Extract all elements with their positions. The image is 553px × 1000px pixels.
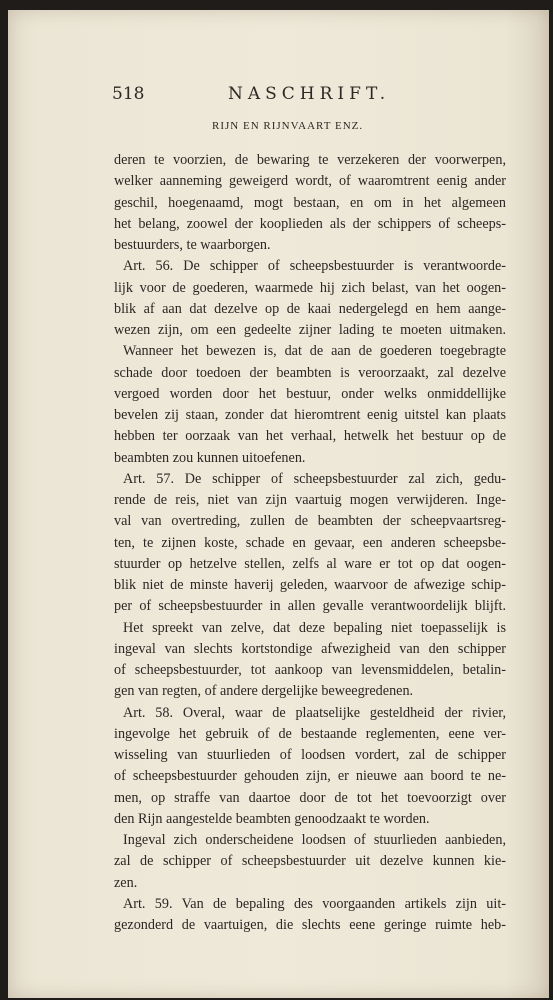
body-text [114, 150, 506, 936]
text-line: Art. 57. De schipper of scheepsbestuurder zal zich, gedu- [123, 470, 506, 487]
text-line: gezonderd de vaartuigen, die slechts eene geringe ruimte heb- [114, 917, 506, 933]
text-line: stuurder op hetzelve stellen, zelfs al ware er tot op dat oogen- [114, 555, 506, 572]
text-line: val van overtreding, zullen de beambten der scheepvaartsreg- [114, 513, 506, 530]
text-line: Art. 59. Van de bepaling des voorgaanden artikels zijn uit- [123, 895, 506, 912]
text-line: zal de schipper of scheepsbestuurder uit dezelve kunnen kie- [114, 853, 506, 870]
text-line: Art. 58. Overal, waar de plaatselijke gesteldheid der rivier, [123, 704, 506, 721]
text-line: bevelen zij staan, zonder dat hieromtrent eenig uitstel kan plaats [114, 407, 506, 423]
text-line: men, op straffe van daartoe door de tot het toevoorzigt over [114, 789, 506, 806]
text-line: zen. [114, 874, 138, 891]
text-line: per of scheepsbestuurder in allen gevalle verantwoordelijk blijft. [114, 598, 506, 615]
text-line: ten, te zijnen koste, schade en gevaar, een anderen scheepsbe- [114, 534, 506, 551]
text-line: blik niet de minste haverij geleden, waarvoor de afwezige schip- [114, 577, 506, 593]
section-subtitle: RIJN EN RIJNVAART ENZ. [212, 120, 364, 132]
text-line: deren te voorzien, de bewaring te verzekeren der voorwerpen, [114, 152, 506, 168]
text-line: schade door toedoen der beambten is veroorzaakt, zal dezelve [114, 364, 506, 381]
text-line: ingevolge het gebruik of de bestaande reglementen, eene ver- [114, 725, 506, 742]
text-line: Art. 56. De schipper of scheepsbestuurder is verantwoorde- [123, 258, 506, 275]
text-line: hebben ter oorzaak van het verhaal, hetwelk het bestuur op de [114, 428, 506, 445]
text-line: Ingeval zich onderscheidene loodsen of stuurlieden aanbieden, [123, 832, 506, 848]
text-line: blik af aan dat dezelve op de kaai nedergelegd en hem aange- [114, 300, 506, 317]
text-line: wezen zijn, om een gedeelte zijner lading te moeten uitmaken. [114, 322, 506, 338]
text-line: bestuurders, te waarborgen. [114, 237, 271, 253]
text-line: ingeval van slechts kortstondige afwezigheid van den schipper [114, 640, 506, 657]
text-line: welker aanneming geweigerd wordt, of waaromtrent eenig ander [114, 173, 506, 190]
text-line: gen van regten, of andere dergelijke beweegredenen. [114, 683, 414, 700]
text-line: vergoed worden door het bestuur, onder welks onmiddellijke [114, 385, 506, 402]
text-line: het belang, zoowel der kooplieden als der schippers of scheeps- [114, 215, 506, 232]
text-line: rende de reis, niet van zijn vaartuig mogen verwijderen. Inge- [114, 492, 506, 508]
text-line: Wanneer het bewezen is, dat de aan de goederen toegebragte [123, 343, 506, 360]
text-line: lijk voor de goederen, waarmede hij zich belast, van het oogen- [114, 279, 506, 296]
text-line: beambten zou kunnen uitoefenen. [114, 449, 306, 466]
page-header [112, 84, 504, 106]
text-line: geschil, hoegenaamd, mogt bestaan, en om in het algemeen [114, 194, 506, 211]
text-line: wisseling van stuurlieden of loodsen vordert, zal de schipper [114, 747, 506, 763]
text-line: Het spreekt van zelve, dat deze bepaling niet toepasselijk is [123, 619, 506, 636]
page-number: 518 [112, 84, 145, 104]
text-line: of scheepsbestuurder, tot aankoop van levensmiddelen, betalin- [114, 662, 506, 678]
running-title: NASCHRIFT. [228, 84, 391, 104]
text-line: den Rijn aangestelde beambten genoodzaakt te worden. [114, 810, 430, 827]
text-line: of scheepsbestuurder gehouden zijn, er nieuwe aan boord te ne- [114, 768, 506, 785]
